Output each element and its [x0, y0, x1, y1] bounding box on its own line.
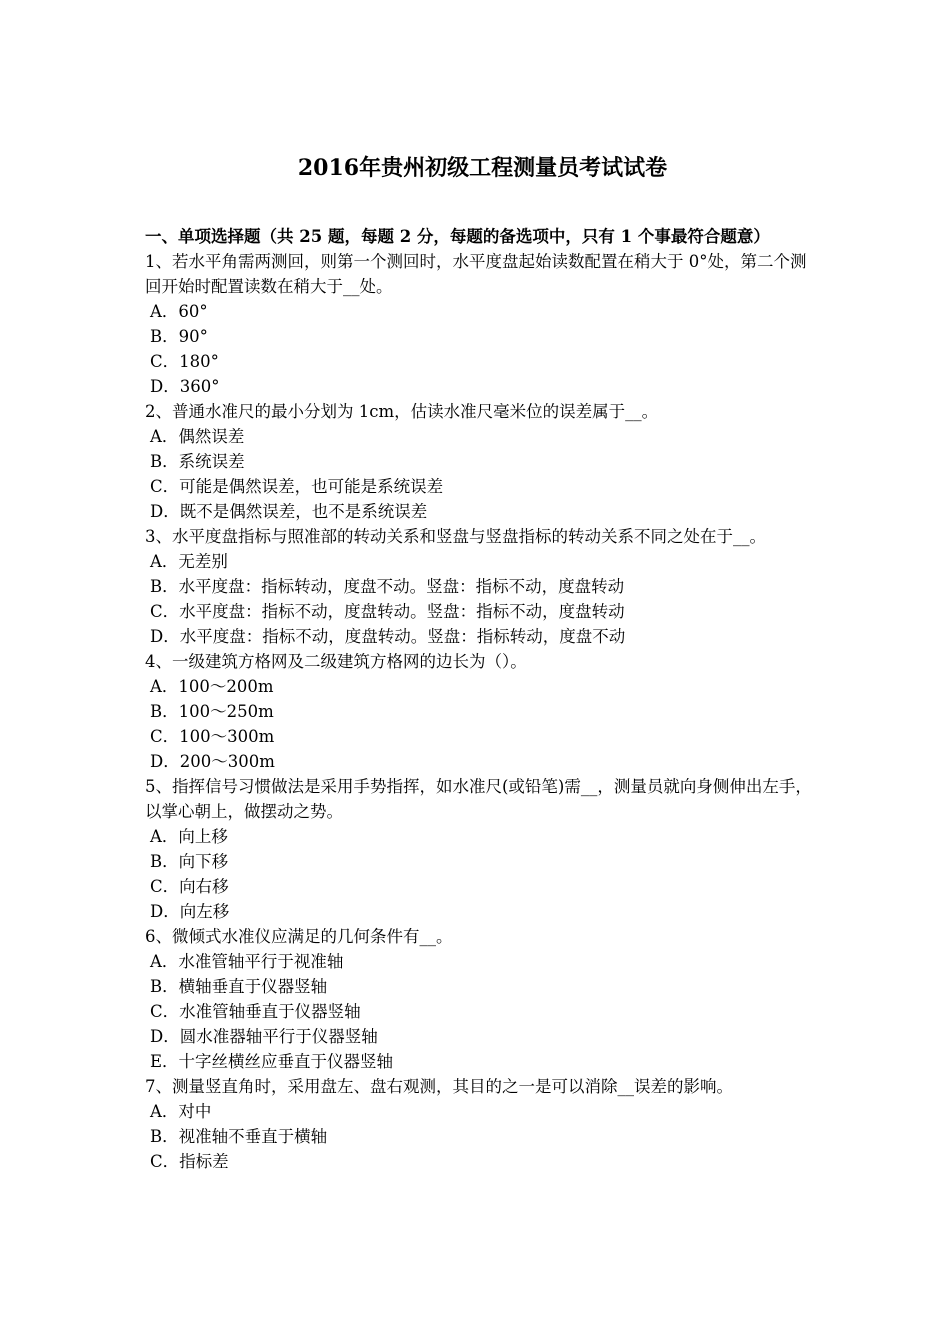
answer-option — [145, 374, 820, 399]
option-text: 偶然误差 — [178, 427, 245, 446]
option-text: 100～300m — [179, 727, 275, 746]
option-text: 100～200m — [178, 677, 274, 696]
answer-option — [145, 1099, 820, 1124]
question-item — [145, 649, 820, 774]
option-text: 向左移 — [179, 902, 230, 921]
option-letter: C． — [150, 1002, 180, 1021]
answer-option — [145, 1049, 820, 1074]
answer-option — [145, 749, 820, 774]
option-text: 系统误差 — [178, 452, 245, 471]
answer-option — [145, 1149, 820, 1174]
question-text: 4、一级建筑方格网及二级建筑方格网的边长为（）。 — [145, 652, 527, 671]
option-text: 既不是偶然误差，也不是系统误差 — [179, 502, 428, 521]
option-text: 水平度盘：指标不动，度盘转动。竖盘：指标转动，度盘不动 — [179, 627, 626, 646]
question-item — [145, 1074, 820, 1174]
question-item — [145, 774, 820, 924]
option-letter: D． — [150, 502, 180, 521]
answer-option — [145, 624, 820, 649]
option-text: 水准管轴平行于视准轴 — [178, 952, 344, 971]
option-letter: C． — [150, 477, 180, 496]
option-text: 水平度盘：指标不动，度盘转动。竖盘：指标不动，度盘转动 — [179, 602, 625, 621]
option-text: 向上移 — [178, 827, 228, 846]
option-letter: A． — [150, 827, 179, 846]
option-letter: B． — [150, 852, 179, 871]
option-letter: D． — [150, 902, 180, 921]
answer-option — [145, 574, 820, 599]
answer-option — [145, 599, 820, 624]
question-item — [145, 924, 820, 1074]
question-text: 2、普通水准尺的最小分划为 1cm，估读水准尺毫米位的误差属于__。 — [145, 402, 659, 421]
option-letter: C． — [150, 352, 180, 371]
option-text: 向下移 — [178, 852, 229, 871]
answer-option — [145, 299, 820, 324]
section-heading: 一、单项选择题（共 25 题，每题 2 分，每题的备选项中，只有 1 个事最符合题意） — [145, 227, 770, 246]
question-text: 5、指挥信号习惯做法是采用手势指挥，如水准尺(或铅笔)需__，测量员就向身侧伸出左手，以掌心朝上，做摆动之势。 — [145, 777, 812, 821]
question-item — [145, 399, 820, 524]
option-letter: A． — [150, 677, 179, 696]
answer-option — [145, 824, 820, 849]
question-list — [145, 249, 820, 1174]
option-text: 90° — [178, 327, 208, 346]
option-letter: B． — [150, 452, 179, 471]
option-letter: A． — [150, 952, 179, 971]
answer-option — [145, 974, 820, 999]
option-letter: C． — [150, 602, 180, 621]
option-text: 十字丝横丝应垂直于仪器竖轴 — [178, 1052, 394, 1071]
option-text: 100～250m — [178, 702, 274, 721]
answer-option — [145, 449, 820, 474]
option-text: 180° — [179, 352, 219, 371]
option-text: 视准轴不垂直于横轴 — [178, 1127, 328, 1146]
option-text: 60° — [178, 302, 208, 321]
option-text: 水平度盘：指标转动，度盘不动。竖盘：指标不动，度盘转动 — [178, 577, 625, 596]
answer-option — [145, 874, 820, 899]
option-text: 200～300m — [179, 752, 275, 771]
option-letter: B． — [150, 702, 179, 721]
question-text: 6、微倾式水准仪应满足的几何条件有__。 — [145, 927, 453, 946]
option-letter: B． — [150, 977, 179, 996]
answer-option — [145, 1024, 820, 1049]
question-text: 1、若水平角需两测回，则第一个测回时，水平度盘起始读数配置在稍大于 0°处，第二个测回开始时配置读数在稍大于__处。 — [145, 252, 807, 296]
option-text: 横轴垂直于仪器竖轴 — [178, 977, 328, 996]
option-letter: E． — [150, 1052, 179, 1071]
option-letter: D． — [150, 752, 180, 771]
option-letter: A． — [150, 302, 179, 321]
option-letter: C． — [150, 877, 180, 896]
answer-option — [145, 849, 820, 874]
option-text: 水准管轴垂直于仪器竖轴 — [179, 1002, 361, 1021]
option-letter: C． — [150, 727, 180, 746]
answer-option — [145, 424, 820, 449]
page-title: 2016年贵州初级工程测量员考试试卷 — [297, 155, 668, 181]
answer-option — [145, 349, 820, 374]
answer-option — [145, 549, 820, 574]
option-letter: D． — [150, 627, 180, 646]
option-letter: A． — [150, 427, 179, 446]
option-letter: A． — [150, 552, 179, 571]
option-letter: B． — [150, 1127, 179, 1146]
answer-option — [145, 899, 820, 924]
option-text: 指标差 — [179, 1152, 229, 1171]
option-text: 对中 — [178, 1102, 212, 1121]
answer-option — [145, 949, 820, 974]
option-letter: D． — [150, 377, 180, 396]
answer-option — [145, 999, 820, 1024]
option-letter: B． — [150, 577, 179, 596]
option-text: 无差别 — [178, 552, 228, 571]
answer-option — [145, 674, 820, 699]
option-letter: C． — [150, 1152, 180, 1171]
answer-option — [145, 1124, 820, 1149]
question-item — [145, 524, 820, 649]
answer-option — [145, 324, 820, 349]
option-letter: A． — [150, 1102, 179, 1121]
option-letter: D． — [150, 1027, 180, 1046]
question-text: 7、测量竖直角时，采用盘左、盘右观测，其目的之一是可以消除__误差的影响。 — [145, 1077, 733, 1096]
question-item — [145, 249, 820, 399]
question-text: 3、水平度盘指标与照准部的转动关系和竖盘与竖盘指标的转动关系不同之处在于__。 — [145, 527, 766, 546]
option-text: 圆水准器轴平行于仪器竖轴 — [179, 1027, 378, 1046]
answer-option — [145, 499, 820, 524]
answer-option — [145, 724, 820, 749]
option-text: 可能是偶然误差，也可能是系统误差 — [179, 477, 444, 496]
option-text: 向右移 — [179, 877, 229, 896]
answer-option — [145, 699, 820, 724]
answer-option — [145, 474, 820, 499]
option-letter: B． — [150, 327, 179, 346]
option-text: 360° — [179, 377, 220, 396]
